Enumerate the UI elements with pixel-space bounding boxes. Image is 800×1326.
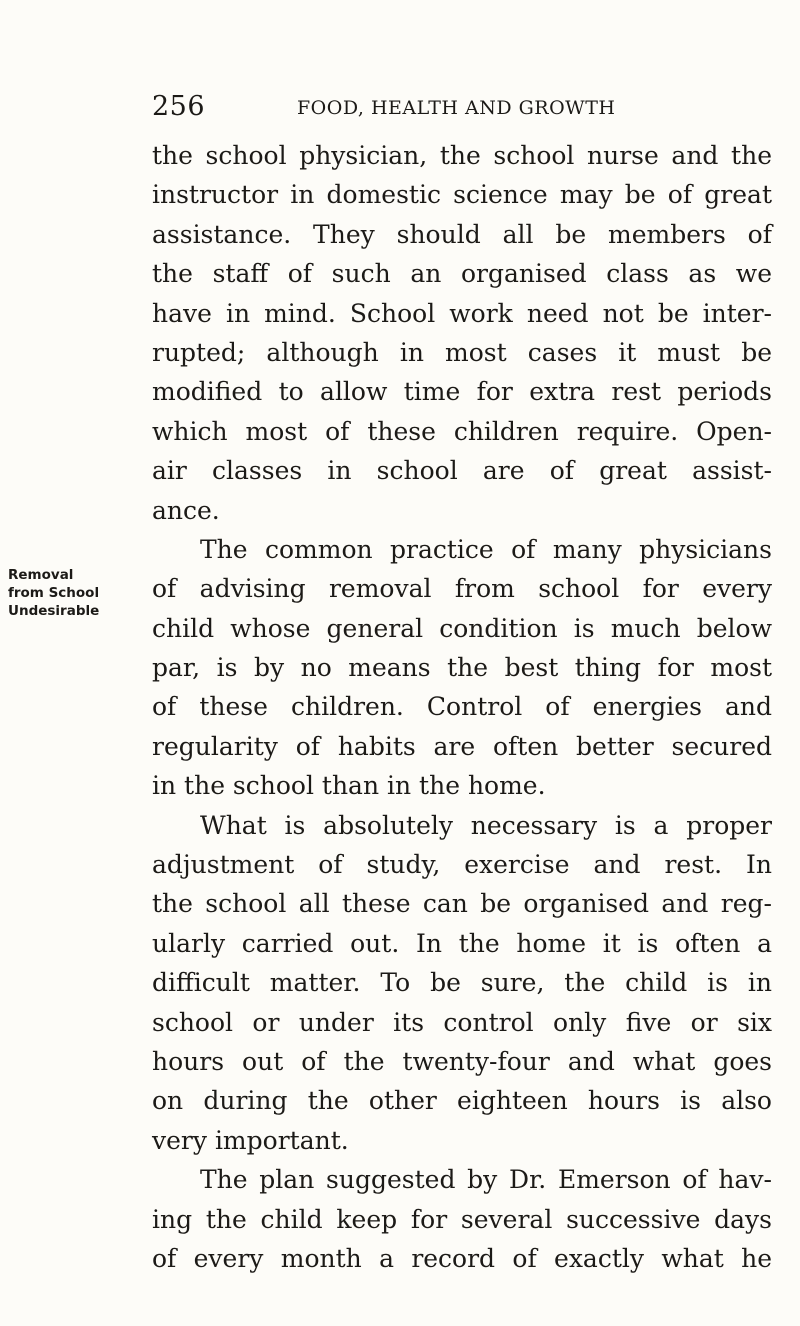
margin-note-line: Removal: [8, 567, 74, 583]
page-number: 256: [152, 91, 206, 122]
text-line: assistance. They should all be members of: [152, 219, 772, 249]
text-line: of these children. Control of energies and: [152, 692, 772, 722]
text-line: ance.: [152, 495, 220, 525]
text-line: the school physician, the school nurse and the: [152, 141, 772, 170]
text-line: The common practice of many physicians: [200, 534, 772, 564]
margin-note-line: from School: [8, 585, 100, 601]
page-header: [152, 90, 772, 124]
text-line: very important.: [152, 1125, 349, 1155]
text-line: the school all these can be organised and reg-: [152, 889, 772, 919]
text-line: have in mind. School work need not be inter-: [152, 298, 772, 328]
text-line: The plan suggested by Dr. Emerson of hav-: [200, 1165, 772, 1195]
text-line: ularly carried out. In the home it is often a: [152, 928, 772, 958]
text-line: the staff of such an organised class as we: [152, 259, 772, 289]
text-line: in the school than in the home.: [152, 771, 546, 801]
text-line: child whose general condition is much below: [152, 613, 772, 643]
margin-note-line: Undesirable: [8, 603, 100, 619]
text-line: air classes in school are of great assist-: [152, 456, 772, 486]
text-line: of advising removal from school for every: [152, 574, 772, 604]
text-line: par, is by no means the best thing for most: [152, 653, 772, 683]
text-line: difficult matter. To be sure, the child is in: [152, 968, 772, 998]
text-line: What is absolutely necessary is a proper: [200, 810, 772, 840]
text-line: rupted; although in most cases it must be: [152, 337, 772, 367]
text-line: ing the child keep for several successive days: [152, 1204, 772, 1234]
text-line: hours out of the twenty-four and what goes: [152, 1046, 772, 1076]
body-text: [152, 136, 772, 1278]
text-line: school or under its control only five or six: [152, 1007, 772, 1037]
text-line: which most of these children require. Open-: [152, 416, 772, 446]
text-line: on during the other eighteen hours is also: [152, 1086, 772, 1116]
text-line: modified to allow time for extra rest periods: [152, 377, 772, 407]
running-head: FOOD, HEALTH AND GROWTH: [297, 97, 616, 119]
margin-note: [8, 566, 143, 620]
text-line: instructor in domestic science may be of great: [152, 180, 772, 210]
text-line: of every month a record of exactly what he: [152, 1243, 772, 1273]
text-line: adjustment of study, exercise and rest. In: [152, 850, 772, 880]
text-line: regularity of habits are often better secured: [152, 731, 772, 761]
